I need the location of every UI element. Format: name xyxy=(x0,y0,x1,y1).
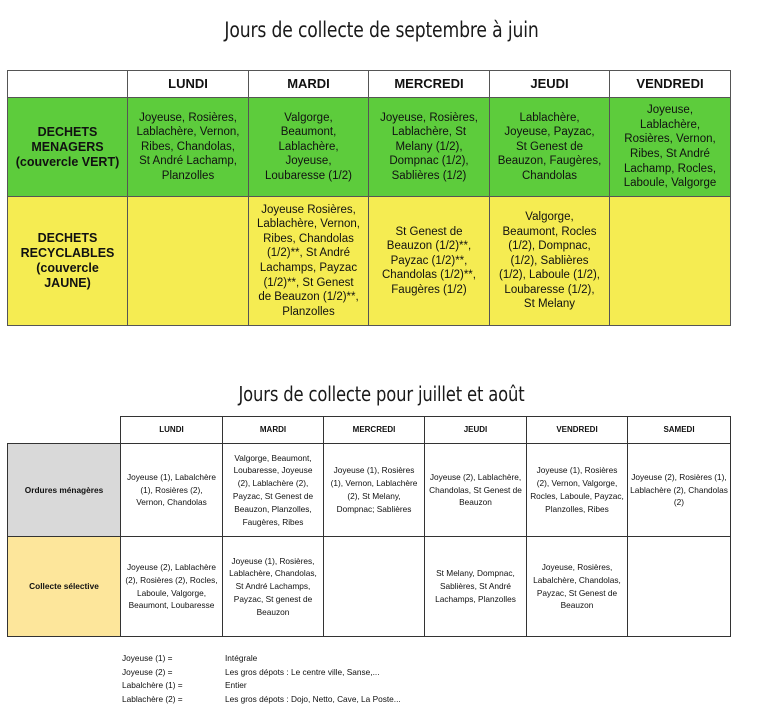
legend-key: Joyeuse (1) = xyxy=(122,653,173,663)
day-header: MARDI xyxy=(249,71,369,98)
collection-cell xyxy=(128,197,249,326)
collection-cell: Valgorge, Beaumont, Loubaresse, Joyeuse (2), Lablachère (2), Payzac, St Genest de Beauzon, Planzolles, Faugères, Ribes xyxy=(223,444,324,537)
day-header: MERCREDI xyxy=(324,417,425,444)
collection-cell: St Melany, Dompnac, Sablières, St André Lachamps, Planzolles xyxy=(425,537,527,637)
row-label-household-waste: DECHETS MENAGERS (couvercle VERT) xyxy=(8,98,128,197)
legend xyxy=(122,652,401,707)
day-header: SAMEDI xyxy=(628,417,731,444)
collection-cell: Joyeuse, Rosières, Labalchère, Chandolas, Payzac, St Genest de Beauzon xyxy=(527,537,628,637)
day-header: MARDI xyxy=(223,417,324,444)
legend-item xyxy=(122,679,401,693)
day-header: LUNDI xyxy=(128,71,249,98)
collection-cell: Joyeuse (1), Rosières, Lablachère, Chandolas, St André Lachamps, Payzac, St genest de Beauzon xyxy=(223,537,324,637)
collection-cell: Joyeuse Rosières, Lablachère, Vernon, Ribes, Chandolas (1/2)**, St André Lachamps, Payzac (1/2)**, St Genest de Beauzon (1/2)**, Planzolles xyxy=(249,197,369,326)
corner-cell xyxy=(8,417,121,444)
legend-key: Lablachère (2) = xyxy=(122,694,183,705)
collection-cell: Joyeuse (1), Rosières (1), Vernon, Lablachère (2), St Melany, Dompnac; Sablières xyxy=(324,444,425,537)
table-row-recyclables xyxy=(8,197,731,326)
collection-cell: Joyeuse (2), Lablachère (2), Rosières (2), Rocles, Laboule, Valgorge, Beaumont, Loubaresse xyxy=(121,537,223,637)
legend-item xyxy=(122,693,401,707)
table-row-household-waste xyxy=(8,98,731,197)
collection-cell: Valgorge, Beaumont, Rocles (1/2), Dompnac, (1/2), Sablières (1/2), Laboule (1/2), Loubaresse (1/2), St Melany xyxy=(490,197,610,326)
collection-cell: Joyeuse (2), Rosières (1), Lablachère (2), Chandolas (2) xyxy=(628,444,731,537)
table-header-row xyxy=(8,417,731,444)
collection-cell: Joyeuse (2), Lablachère, Chandolas, St Genest de Beauzon xyxy=(425,444,527,537)
collection-cell xyxy=(610,197,731,326)
collection-cell: Joyeuse, Rosières, Lablachère, St Melany (1/2), Dompnac (1/2), Sablières (1/2) xyxy=(369,98,490,197)
legend-item xyxy=(122,652,401,666)
collection-cell: Joyeuse (1), Rosières (2), Vernon, Valgorge, Rocles, Laboule, Payzac, Planzolles, Ribes xyxy=(527,444,628,537)
collection-cell: St Genest de Beauzon (1/2)**, Payzac (1/2)**, Chandolas (1/2)**, Faugères (1/2) xyxy=(369,197,490,326)
collection-cell xyxy=(628,537,731,637)
legend-value: Entier xyxy=(225,680,247,691)
day-header: VENDREDI xyxy=(527,417,628,444)
day-header: JEUDI xyxy=(490,71,610,98)
page-title-school-year: Jours de collecte de septembre à juin xyxy=(224,18,539,42)
table-header-row xyxy=(8,71,731,98)
table-row-selective-collection xyxy=(8,537,731,637)
day-header: LUNDI xyxy=(121,417,223,444)
day-header: JEUDI xyxy=(425,417,527,444)
legend-value: Les gros dépots : Le centre ville, Sanse,... xyxy=(225,666,380,677)
collection-cell: Joyeuse, Lablachère, Rosières, Vernon, Ribes, St André Lachamp, Rocles, Laboule, Valgorge xyxy=(610,98,731,197)
legend-key: Joyeuse (2) = xyxy=(122,666,173,677)
day-header: MERCREDI xyxy=(369,71,490,98)
schedule-table-school-year xyxy=(7,70,731,326)
page-title-summer: Jours de collecte pour juillet et août xyxy=(238,382,525,406)
legend-key: Labalchère (1) = xyxy=(122,680,183,691)
table-row-household-waste xyxy=(8,444,731,537)
collection-cell xyxy=(324,537,425,637)
row-label-household-waste: Ordures ménagères xyxy=(8,444,121,537)
row-label-recyclables: DECHETS RECYCLABLES (couvercle JAUNE) xyxy=(8,197,128,326)
legend-value: Intégrale xyxy=(225,653,258,663)
day-header: VENDREDI xyxy=(610,71,731,98)
schedule-table-summer xyxy=(7,416,731,637)
collection-cell: Lablachère, Joyeuse, Payzac, St Genest de Beauzon, Faugères, Chandolas xyxy=(490,98,610,197)
corner-cell xyxy=(8,71,128,98)
collection-cell: Joyeuse, Rosières, Lablachère, Vernon, Ribes, Chandolas, St André Lachamp, Planzolles xyxy=(128,98,249,197)
legend-value: Les gros dépots : Dojo, Netto, Cave, La Poste... xyxy=(225,694,401,705)
collection-cell: Valgorge, Beaumont, Lablachère, Joyeuse, Loubaresse (1/2) xyxy=(249,98,369,197)
row-label-selective-collection: Collecte sélective xyxy=(8,537,121,637)
collection-cell: Joyeuse (1), Labalchère (1), Rosières (2), Vernon, Chandolas xyxy=(121,444,223,537)
legend-item xyxy=(122,666,401,680)
